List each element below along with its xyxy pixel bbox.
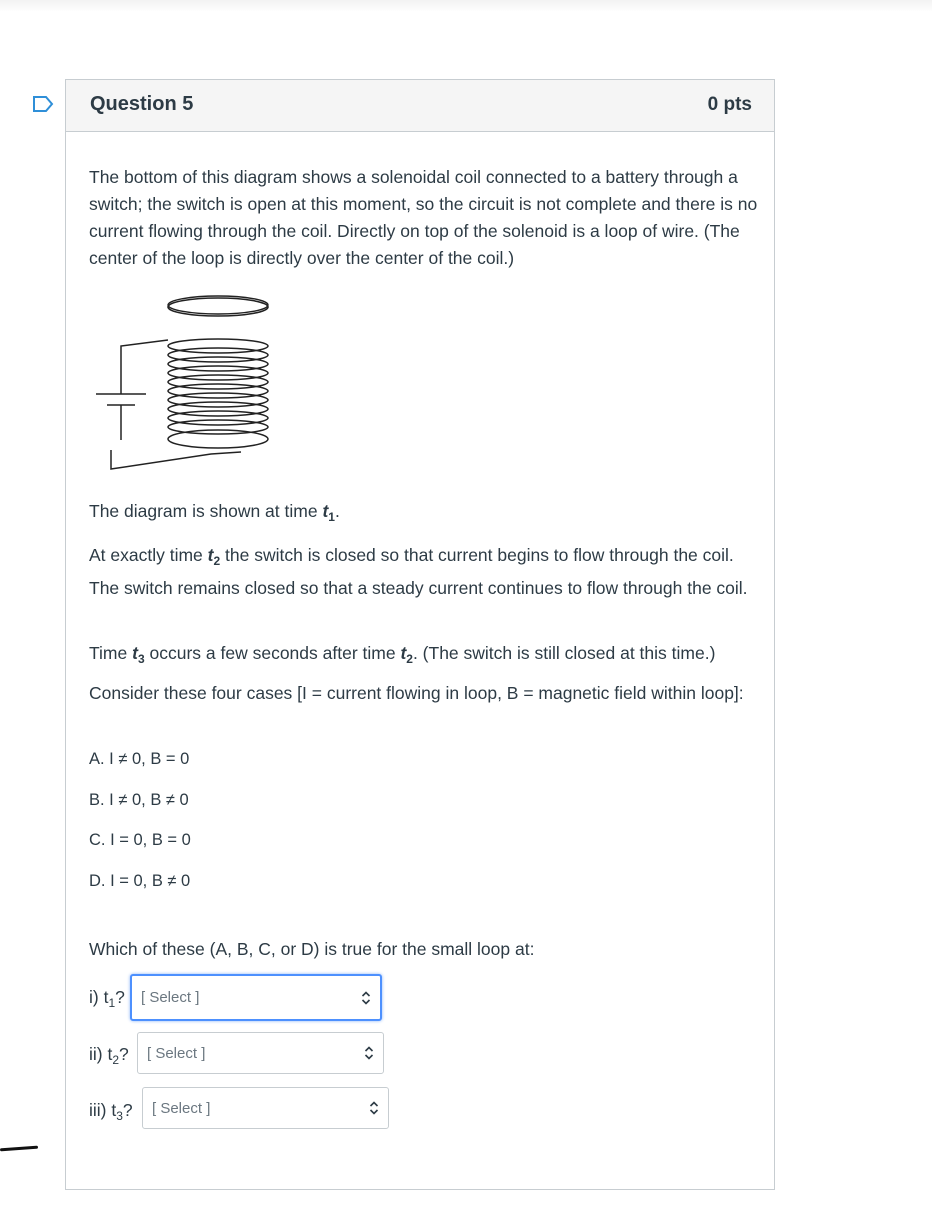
question-title: Question 5 — [90, 93, 194, 115]
time2-text: At exactly time $t_2$ the switch is closed so that current begins to flow through the coil. The switch remains closed so that a steady current continues to flow through the coil. — [89, 545, 748, 598]
time3-text: Time $t_3$ occurs a few seconds after time $t_2$. (The switch is still closed at this time.) — [89, 643, 716, 666]
select-t1[interactable] — [130, 974, 382, 1021]
case-b: B. I ≠ 0, B ≠ 0 — [89, 791, 189, 809]
chevron-updown-icon — [364, 1044, 374, 1062]
select-t2-placeholder: [ Select ] — [147, 1044, 206, 1062]
question-intro: The bottom of this diagram shows a solenoidal coil connected to a battery through a switch; the switch is open at this moment, so the circuit is not complete and there is no current flowing through the coil. Directly on top of the solenoid is a loop of wire. (The center of the loop is directly over the center of the coil.) — [89, 167, 758, 268]
question-card — [65, 79, 775, 1190]
case-a: A. I ≠ 0, B = 0 — [89, 750, 190, 768]
time1-text: The diagram is shown at time $t_1$. — [89, 501, 340, 524]
case-c: C. I = 0, B = 0 — [89, 831, 191, 849]
question-header — [66, 80, 774, 132]
bookmark-flag-icon[interactable] — [32, 95, 54, 113]
select-t1-placeholder: [ Select ] — [141, 989, 200, 1006]
chevron-updown-icon — [369, 1099, 379, 1117]
solenoid-diagram — [91, 294, 291, 484]
cases-intro: Consider these four cases [I = current flowing in loop, B = magnetic field within loop]: — [89, 683, 744, 703]
answer-label-t1: i) $t_1$? — [89, 987, 125, 1010]
answer-label-t3: iii) $t_3$? — [89, 1100, 133, 1123]
case-d: D. I = 0, B ≠ 0 — [89, 872, 191, 890]
which-question: Which of these (A, B, C, or D) is true for the small loop at: — [89, 939, 535, 959]
select-t3[interactable] — [142, 1087, 389, 1129]
select-t3-placeholder: [ Select ] — [152, 1099, 211, 1117]
pen-mark — [0, 1146, 38, 1152]
chevron-updown-icon — [361, 989, 371, 1007]
top-shadow — [0, 0, 932, 12]
select-t2[interactable] — [137, 1032, 384, 1074]
question-points: 0 pts — [707, 94, 752, 115]
answer-label-t2: ii) $t_2$? — [89, 1044, 129, 1067]
